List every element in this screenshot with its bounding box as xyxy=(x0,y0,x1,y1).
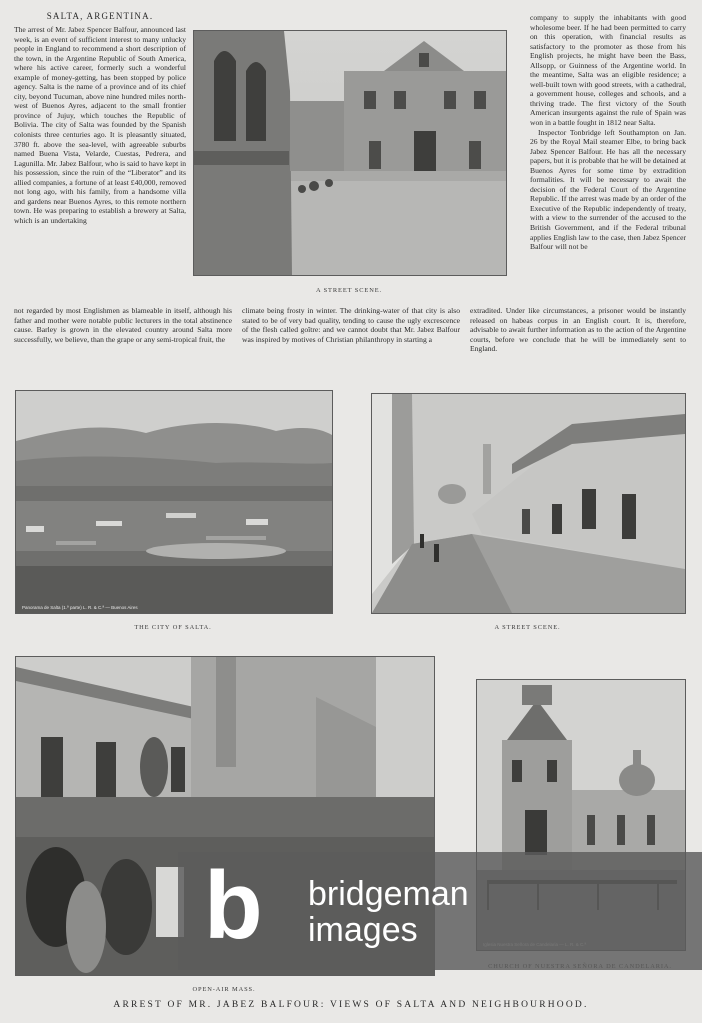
watermark-logo-icon: b xyxy=(204,852,263,959)
paragraph: not regarded by most Englishmen as blameable in itself, although his father and mother were notable public lecturers in the total abstinence cause. Barley is grown in the elevated country around Salta more successfully, we believe, than the grape or any semi-tropical fruit, the xyxy=(14,306,232,344)
caption-street-scene-top: A STREET SCENE. xyxy=(315,287,383,294)
photo-street-scene-top xyxy=(193,30,507,276)
page-title: ARREST OF MR. JABEZ BALFOUR: VIEWS OF SALTA AND NEIGHBOURHOOD. xyxy=(113,1000,589,1010)
caption-city-of-salta: THE CITY OF SALTA. xyxy=(134,624,212,631)
paragraph: company to supply the inhabitants with good wholesome beer. If he had been permitted to carry on this operation, with financial results as satisfactory to the promoter as those from his English projects, he might have been the Bass, Allsopp, or Guinness of the Argentine world. In the meantime, Salta was an eligible residence; a well-built town with good streets, with a cathedral, a government house, colleges and schools, and a thriving trade. The first victory of the South American insurgents against the rule of Spain was won in a battle fought in 1812 near Salta. xyxy=(530,13,686,128)
article-bottom-middle xyxy=(242,306,460,344)
article-column-1 xyxy=(14,25,186,225)
article-bottom-right xyxy=(470,306,686,354)
photo-city-of-salta xyxy=(15,390,333,614)
paragraph: climate being frosty in winter. The drinking-water of that city is also stated to be of very bad quality, tending to cause the ugly excrescence of the flesh called goître: and we cannot doubt that Mr. Jabez Balfour was inspired by motives of Christian philanthropy in starting a xyxy=(242,306,460,344)
article-bottom-left xyxy=(14,306,232,344)
paragraph: Inspector Tonbridge left Southampton on Jan. 26 by the Royal Mail steamer Elbe, to bring back Jabez Spencer Balfour. He has all the necessary papers, but it is probable that he will be detained at Buenos Ayres for some time by extradition formalities. It will be necessary to await the decision of the Federal Court of the Argentine Republic. If the arrest was made by an order of the Executive of the Republic independently of treaty, with a view to the surrender of the accused to the British Government, and if the Federal tribunal applies English law to the case, then Jabez Spencer Balfour will not be xyxy=(530,127,686,252)
paragraph: The arrest of Mr. Jabez Spencer Balfour, announced last week, is an event of sufficient interest to many unlucky people in England to recommend a short description of the town, in the Argentine Republic of South America, where his active career, formerly such a wonderful example of money-getting, has been stopped by police agency. Salta is the name of a province and of its chief city, beyond Tucuman, above nine hundred miles north-west of Buenos Ayres, adjacent to the small frontier province of Jujuy, which touches the Republic of Bolivia. The city of Salta was founded by the Spanish colonists three centuries ago. It is pleasantly situated, 3780 ft. above the sea-level, with agreeable suburbs named Buena Vista, Velarde, Cuestas, Pedrera, and Lagunilla. Mr. Jabez Balfour, who is said to have kept in his possession, since the ruin of the “Liberator” and its allied companies, a fortune of at least £40,000, removed not long ago, with his family, from a handsome villa and gardens near Buenos Ayres, to this remote northern town. He was preparing to establish a brewery at Salta, which is an undertaking xyxy=(14,25,186,225)
watermark-line-1: bridgeman xyxy=(308,875,469,913)
watermark-line-2: images xyxy=(308,911,418,949)
article-column-3 xyxy=(530,13,686,252)
photo-street-scene-right xyxy=(371,393,686,614)
paragraph: extradited. Under like circumstances, a prisoner would be instantly released on habeas corpus in an English court. It is, therefore, advisable to await further information as to the action of the Argentine courts, before we conclude that he will be immediately sent to England. xyxy=(470,306,686,354)
caption-open-air-mass: OPEN-AIR MASS. xyxy=(192,986,256,993)
watermark-banner xyxy=(178,852,702,970)
photo-imprint: Panorama de Salta (1.ª parte) L. R. & C.ª — Buenos Aires xyxy=(22,605,138,610)
caption-street-scene-right: A STREET SCENE. xyxy=(494,624,561,631)
article-heading: SALTA, ARGENTINA. xyxy=(46,11,154,21)
